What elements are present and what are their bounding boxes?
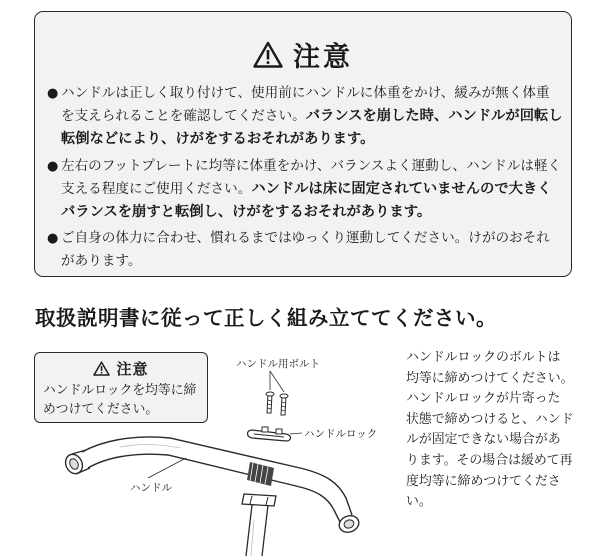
caution-item-bold-text: ハンドルは床に固定されていませんので大きくバランスを崩すと転倒し、けがをするおそれがあります。	[61, 180, 552, 221]
warning-triangle-icon	[93, 361, 110, 376]
handle-label: ハンドル	[130, 482, 172, 494]
handlebar-tube	[63, 437, 362, 535]
small-caution-text: ハンドルロックを均等に締めつけてください。	[43, 383, 197, 417]
caution-item-text: ご自身の体力に合わせ、慣れるまではゆっくり運動してください。けがのおそれがあります。	[61, 230, 550, 270]
caution-title: 注意	[293, 41, 353, 73]
bullet-icon: ●	[47, 231, 59, 247]
small-caution-header	[35, 358, 207, 379]
caution-item-text: ハンドルは正しく取り付けて、使用前にハンドルに体重をかけ、緩みが無く体重を支えられることを確認してください。	[61, 85, 550, 125]
handle-bolt	[280, 394, 288, 415]
handle-lock-label: ハンドルロック	[304, 428, 378, 440]
small-caution-title: 注意	[116, 360, 149, 378]
caution-item-text: 左右のフットプレートに均等に体重をかけ、バランスよく運動し、ハンドルは軽く支える程度にご使用ください。	[61, 157, 562, 197]
caution-item	[47, 82, 563, 152]
stem-post	[246, 505, 268, 556]
caution-item	[47, 227, 563, 273]
small-caution-box	[34, 352, 208, 423]
side-note: ハンドルロックのボルトは 均等に締めつけてください。 ハンドルロックが片寄った 状態で締めつけると、ハンド ルが固定できない場合があ ります。その場合は緩めて再 度均等に締めつけてくださ い。	[406, 350, 574, 510]
lower-clamp	[242, 494, 276, 506]
caution-item-bold-text: バランスを崩した時、ハンドルが回転し転倒などにより、けがをするおそれがあります。	[61, 108, 563, 148]
assembly-title: 取扱説明書に従って正しく組み立ててください。	[35, 306, 497, 330]
handle-bolt	[266, 392, 274, 413]
caution-list	[47, 82, 563, 277]
bullet-icon: ●	[47, 86, 59, 101]
caution-box	[34, 11, 572, 277]
bolt-label: ハンドル用ボルト	[236, 358, 320, 370]
knurled-center	[247, 462, 274, 486]
handle-lock-part	[248, 427, 291, 441]
warning-triangle-icon	[253, 41, 283, 68]
caution-header	[35, 34, 571, 74]
bullet-icon: ●	[47, 158, 59, 174]
caution-item	[47, 155, 563, 225]
